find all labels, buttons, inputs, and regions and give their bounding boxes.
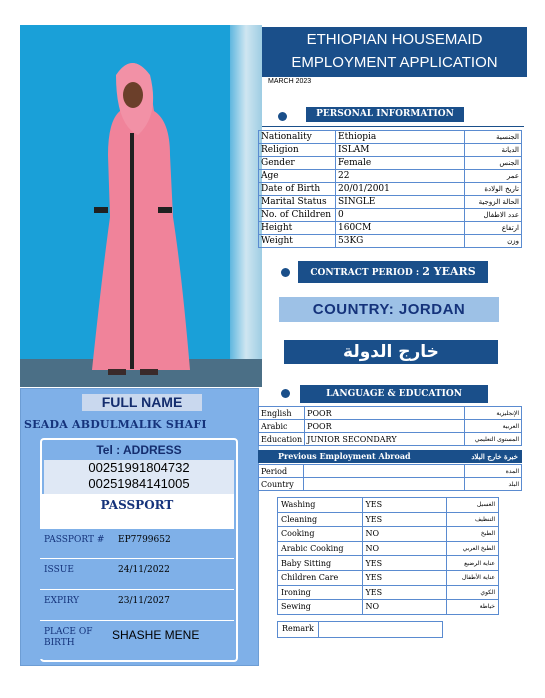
skill-label-ar: عناية الرضيع <box>447 556 499 571</box>
skill-value: NO <box>362 600 447 615</box>
remark-divider <box>318 622 319 637</box>
language-education-title: LANGUAGE & EDUCATION <box>300 385 488 403</box>
remark-box <box>277 621 443 638</box>
skill-label-ar: الطبخ <box>447 527 499 542</box>
skill-label-ar: الكوي <box>447 585 499 600</box>
phone-numbers <box>44 460 234 494</box>
skill-row <box>278 600 499 615</box>
previous-employment-row <box>259 465 522 478</box>
skills-table <box>277 497 499 615</box>
page-title <box>262 27 527 76</box>
skill-label: Ironing <box>278 585 363 600</box>
issue-label: ISSUE <box>44 565 74 575</box>
place-of-birth-label: PLACE OF BIRTH <box>44 627 93 648</box>
language-label-ar: الإنجليزية <box>465 407 522 420</box>
language-table <box>258 406 522 446</box>
language-value: POOR <box>305 407 465 420</box>
skill-value: NO <box>362 541 447 556</box>
skill-value: YES <box>362 512 447 527</box>
skill-row <box>278 556 499 571</box>
skill-row <box>278 585 499 600</box>
personal-info-label-ar: الجنسية <box>465 131 522 144</box>
skill-label-ar: الطبخ العربي <box>447 541 499 556</box>
previous-employment-label: Period <box>259 465 304 478</box>
personal-info-row <box>259 196 522 209</box>
personal-info-row <box>259 209 522 222</box>
contract-period-value: 2 YEARS <box>422 265 476 278</box>
personal-info-table <box>258 130 522 248</box>
personal-info-label: Height <box>259 222 336 235</box>
personal-info-label: Nationality <box>259 131 336 144</box>
personal-info-label-ar: ارتفاع <box>465 222 522 235</box>
skill-row <box>278 527 499 542</box>
bullet-icon <box>281 389 290 398</box>
skill-label-ar: خياطة <box>447 600 499 615</box>
previous-employment-row <box>259 478 522 491</box>
skill-label: Arabic Cooking <box>278 541 363 556</box>
skill-label: Washing <box>278 498 363 513</box>
full-name-title: FULL NAME <box>82 394 202 411</box>
personal-info-label: Age <box>259 170 336 183</box>
application-date: MARCH 2023 <box>268 78 312 85</box>
title-line-1: ETHIOPIAN HOUSEMAID <box>306 31 483 48</box>
skill-label: Children Care <box>278 570 363 585</box>
skill-label: Cooking <box>278 527 363 542</box>
personal-info-label: Religion <box>259 144 336 157</box>
personal-info-value: 0 <box>336 209 465 222</box>
place-of-birth-value: SHASHE MENE <box>112 628 200 642</box>
personal-info-label-ar: الجنس <box>465 157 522 170</box>
personal-info-label-ar: عمر <box>465 170 522 183</box>
language-label-ar: العربية <box>465 420 522 433</box>
previous-employment-label-ar: البلد <box>465 478 522 491</box>
previous-employment-value <box>304 478 465 491</box>
full-name: SEADA ABDULMALIK SHAFI <box>24 418 207 431</box>
personal-info-value: SINGLE <box>336 196 465 209</box>
applicant-photo <box>20 25 262 387</box>
issue-value: 24/11/2022 <box>118 565 170 575</box>
language-row <box>259 420 522 433</box>
previous-employment-header <box>258 450 522 463</box>
skill-row <box>278 570 499 585</box>
language-value: POOR <box>305 420 465 433</box>
language-label: Arabic <box>259 420 305 433</box>
personal-info-value: Female <box>336 157 465 170</box>
skill-label-ar: الغسيل <box>447 498 499 513</box>
language-label: Education <box>259 433 305 446</box>
personal-info-value: 160CM <box>336 222 465 235</box>
previous-employment-value <box>304 465 465 478</box>
passport-title: PASSPORT <box>40 494 234 528</box>
personal-info-row <box>259 183 522 196</box>
personal-info-value: ISLAM <box>336 144 465 157</box>
expiry-label: EXPIRY <box>44 596 80 606</box>
skill-value: YES <box>362 556 447 571</box>
personal-info-value: 53KG <box>336 235 465 248</box>
personal-info-label: Weight <box>259 235 336 248</box>
language-row <box>259 407 522 420</box>
skill-value: NO <box>362 527 447 542</box>
abroad-arabic-title: خارج الدولة <box>284 340 498 364</box>
personal-info-row <box>259 170 522 183</box>
destination-country: COUNTRY: JORDAN <box>279 297 499 322</box>
previous-employment-title: Previous Employment Abroad <box>278 451 411 461</box>
personal-info-value: 20/01/2001 <box>336 183 465 196</box>
personal-info-row <box>259 157 522 170</box>
section-divider <box>262 126 524 127</box>
personal-info-label: Marital Status <box>259 196 336 209</box>
phone-1: 00251991804732 <box>88 460 190 475</box>
skill-label: Baby Sitting <box>278 556 363 571</box>
place-of-birth-row <box>40 620 234 659</box>
previous-employment-label-ar: المدة <box>465 465 522 478</box>
previous-employment-title-ar: خبرة خارج البلاد <box>471 452 518 461</box>
title-line-2: EMPLOYMENT APPLICATION <box>291 54 498 71</box>
personal-info-row <box>259 235 522 248</box>
skill-row <box>278 512 499 527</box>
skill-row <box>278 541 499 556</box>
personal-info-label: Date of Birth <box>259 183 336 196</box>
bullet-icon <box>278 112 287 121</box>
language-row <box>259 433 522 446</box>
language-label-ar: المستوى التعليمي <box>465 433 522 446</box>
personal-info-row <box>259 131 522 144</box>
personal-info-label-ar: الديانة <box>465 144 522 157</box>
remark-label: Remark <box>282 624 314 633</box>
personal-info-row <box>259 144 522 157</box>
previous-employment-label: Country <box>259 478 304 491</box>
language-label: English <box>259 407 305 420</box>
personal-info-label: Gender <box>259 157 336 170</box>
skill-value: YES <box>362 585 447 600</box>
personal-info-title: PERSONAL INFORMATION <box>306 107 464 122</box>
contract-period-label: CONTRACT PERIOD : <box>310 268 420 278</box>
phone-2: 00251984141005 <box>88 476 190 491</box>
personal-info-row <box>259 222 522 235</box>
personal-info-value: Ethiopia <box>336 131 465 144</box>
skill-label-ar: التنظيف <box>447 512 499 527</box>
skill-row <box>278 498 499 513</box>
personal-info-value: 22 <box>336 170 465 183</box>
skill-label: Sewing <box>278 600 363 615</box>
bullet-icon <box>281 268 290 277</box>
passport-number-label: PASSPORT # <box>44 535 105 545</box>
language-value: JUNIOR SECONDARY <box>305 433 465 446</box>
skill-value: YES <box>362 570 447 585</box>
personal-info-label-ar: الحالة الزوجية <box>465 196 522 209</box>
personal-info-label: No. of Children <box>259 209 336 222</box>
skill-value: YES <box>362 498 447 513</box>
passport-number-value: EP7799652 <box>118 535 171 545</box>
skill-label: Cleaning <box>278 512 363 527</box>
previous-employment-table <box>258 464 522 491</box>
tel-address-title: Tel : ADDRESS <box>96 443 182 457</box>
personal-info-label-ar: وزن <box>465 235 522 248</box>
header-divider <box>262 75 527 77</box>
person-figure <box>20 25 262 387</box>
skill-label-ar: عناية الأطفال <box>447 570 499 585</box>
expiry-value: 23/11/2027 <box>118 596 170 606</box>
personal-info-label-ar: تاريخ الولادة <box>465 183 522 196</box>
personal-info-label-ar: عدد الاطفال <box>465 209 522 222</box>
contract-period <box>298 261 488 283</box>
